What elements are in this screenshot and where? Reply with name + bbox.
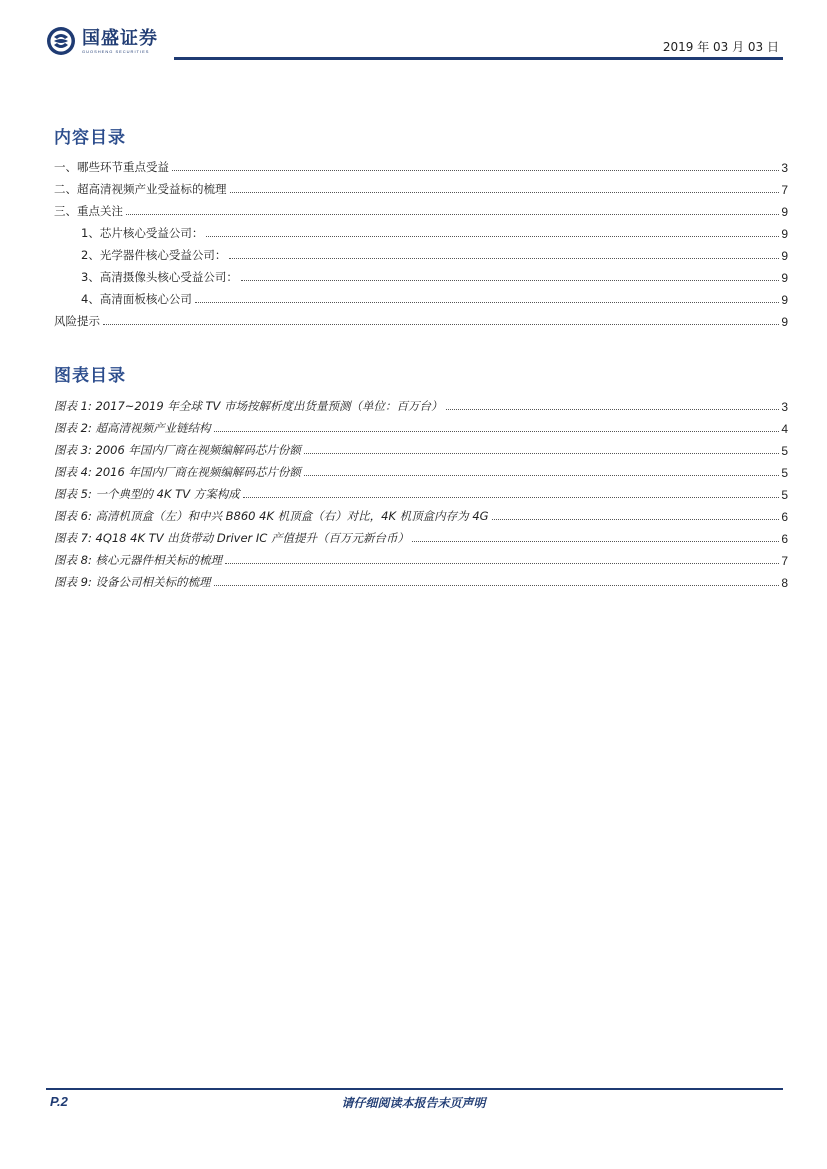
dot-leader bbox=[214, 430, 780, 432]
toc-entry-label: 二、超高清视频产业受益标的梳理 bbox=[54, 182, 227, 196]
toc-subentry[interactable] bbox=[54, 241, 788, 263]
toc-entry-page: 3 bbox=[781, 161, 788, 175]
toc-entry-label: 一、哪些环节重点受益 bbox=[54, 160, 169, 174]
figure-entry[interactable] bbox=[54, 568, 788, 590]
figure-entry-page: 5 bbox=[781, 466, 788, 480]
figure-entry-label: 图表 9: 设备公司相关标的梳理 bbox=[54, 575, 211, 589]
contents-list bbox=[54, 153, 788, 329]
brand-logo bbox=[46, 26, 158, 56]
figure-entry[interactable] bbox=[54, 546, 788, 568]
contents-title: 内容目录 bbox=[54, 128, 126, 148]
toc-entry-label: 风险提示 bbox=[54, 314, 100, 328]
figure-entry[interactable] bbox=[54, 414, 788, 436]
figure-entry[interactable] bbox=[54, 524, 788, 546]
page-number: P.2 bbox=[50, 1094, 68, 1109]
header-divider bbox=[174, 57, 783, 60]
footer-divider bbox=[46, 1088, 783, 1090]
figure-entry-label: 图表 7: 4Q18 4K TV 出货带动 Driver IC 产值提升（百万元新台币） bbox=[54, 531, 409, 545]
figure-entry-page: 7 bbox=[781, 554, 788, 568]
dot-leader bbox=[103, 323, 779, 325]
dot-leader bbox=[214, 584, 780, 586]
brand-name-en: GUOSHENG SECURITIES bbox=[82, 48, 150, 54]
toc-entry[interactable] bbox=[54, 307, 788, 329]
toc-subentry[interactable] bbox=[54, 219, 788, 241]
figure-entry-label: 图表 5: 一个典型的 4K TV 方案构成 bbox=[54, 487, 240, 501]
dot-leader bbox=[304, 474, 779, 476]
figure-entry-label: 图表 3: 2006 年国内厂商在视频编解码芯片份额 bbox=[54, 443, 301, 457]
dot-leader bbox=[412, 540, 779, 542]
figure-entry[interactable] bbox=[54, 436, 788, 458]
toc-entry[interactable] bbox=[54, 197, 788, 219]
toc-entry[interactable] bbox=[54, 175, 788, 197]
figure-entry-page: 8 bbox=[781, 576, 788, 590]
toc-entry-label: 1、芯片核心受益公司： bbox=[81, 226, 204, 240]
toc-entry-page: 9 bbox=[781, 249, 788, 263]
toc-entry-page: 9 bbox=[781, 205, 788, 219]
figures-list bbox=[54, 392, 788, 590]
dot-leader bbox=[230, 191, 780, 193]
dot-leader bbox=[446, 408, 780, 410]
dot-leader bbox=[195, 301, 779, 303]
toc-entry-label: 2、光学器件核心受益公司： bbox=[81, 248, 227, 262]
figure-entry[interactable] bbox=[54, 392, 788, 414]
figure-entry-page: 4 bbox=[781, 422, 788, 436]
dot-leader bbox=[172, 169, 779, 171]
toc-entry[interactable] bbox=[54, 153, 788, 175]
dot-leader bbox=[241, 279, 779, 281]
toc-entry-label: 4、高清面板核心公司 bbox=[81, 292, 192, 306]
figure-entry-page: 5 bbox=[781, 488, 788, 502]
dot-leader bbox=[206, 235, 779, 237]
toc-entry-label: 3、高清摄像头核心受益公司： bbox=[81, 270, 238, 284]
figure-entry-page: 5 bbox=[781, 444, 788, 458]
figure-entry-label: 图表 6: 高清机顶盒（左）和中兴 B860 4K 机顶盒（右）对比，4K 机顶盒内存为 4G bbox=[54, 509, 489, 523]
toc-entry-label: 三、重点关注 bbox=[54, 204, 123, 218]
toc-entry-page: 9 bbox=[781, 315, 788, 329]
toc-entry-page: 9 bbox=[781, 227, 788, 241]
figure-entry-label: 图表 4: 2016 年国内厂商在视频编解码芯片份额 bbox=[54, 465, 301, 479]
figure-entry[interactable] bbox=[54, 480, 788, 502]
brand-logo-icon bbox=[46, 26, 76, 56]
toc-entry-page: 9 bbox=[781, 293, 788, 307]
figure-entry-page: 6 bbox=[781, 510, 788, 524]
figure-entry-page: 3 bbox=[781, 400, 788, 414]
dot-leader bbox=[492, 518, 780, 520]
disclaimer-note: 请仔细阅读本报告末页声明 bbox=[341, 1096, 486, 1110]
toc-subentry[interactable] bbox=[54, 263, 788, 285]
figures-title: 图表目录 bbox=[54, 366, 126, 386]
figure-entry[interactable] bbox=[54, 502, 788, 524]
toc-entry-page: 7 bbox=[781, 183, 788, 197]
toc-subentry[interactable] bbox=[54, 285, 788, 307]
figure-entry-label: 图表 2: 超高清视频产业链结构 bbox=[54, 421, 211, 435]
figure-entry[interactable] bbox=[54, 458, 788, 480]
figure-entry-label: 图表 1: 2017~2019 年全球 TV 市场按解析度出货量预测（单位：百万台） bbox=[54, 399, 443, 413]
dot-leader bbox=[225, 562, 779, 564]
toc-entry-page: 9 bbox=[781, 271, 788, 285]
brand-name-cn: 国盛证券 bbox=[82, 27, 158, 49]
dot-leader bbox=[229, 257, 779, 259]
page-header bbox=[46, 22, 783, 62]
dot-leader bbox=[304, 452, 779, 454]
figure-entry-label: 图表 8: 核心元器件相关标的梳理 bbox=[54, 553, 223, 567]
dot-leader bbox=[126, 213, 779, 215]
report-date: 2019 年 03 月 03 日 bbox=[662, 40, 779, 54]
dot-leader bbox=[243, 496, 780, 498]
figure-entry-page: 6 bbox=[781, 532, 788, 546]
